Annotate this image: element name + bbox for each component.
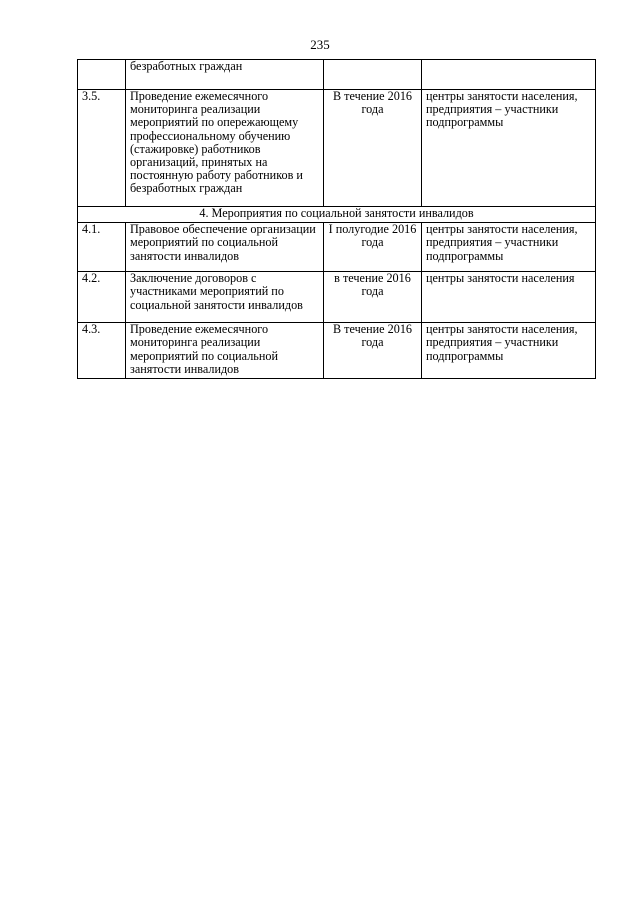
activities-table	[77, 59, 596, 379]
table-row-4-2	[78, 272, 596, 323]
cell-title: Заключение договоров с участниками мероприятий по социальной занятости инвалидов	[126, 272, 324, 323]
cell-number: 4.1.	[78, 223, 126, 272]
cell-title: Правовое обеспечение организации мероприятий по социальной занятости инвалидов	[126, 223, 324, 272]
cell-title: безработных граждан	[126, 60, 324, 90]
section-title: 4. Мероприятия по социальной занятости инвалидов	[78, 207, 596, 223]
table-row-continuation	[78, 60, 596, 90]
cell-executor	[422, 60, 596, 90]
cell-term: В течение 2016 года	[324, 90, 422, 207]
cell-executor: центры занятости населения, предприятия – участники подпрограммы	[422, 323, 596, 379]
cell-number: 3.5.	[78, 90, 126, 207]
cell-executor: центры занятости населения, предприятия – участники подпрограммы	[422, 90, 596, 207]
cell-number	[78, 60, 126, 90]
section-header-row	[78, 207, 596, 223]
cell-term: I полугодие 2016 года	[324, 223, 422, 272]
cell-number: 4.3.	[78, 323, 126, 379]
cell-term: в течение 2016 года	[324, 272, 422, 323]
cell-executor: центры занятости населения, предприятия – участники подпрограммы	[422, 223, 596, 272]
cell-number: 4.2.	[78, 272, 126, 323]
page-number: 235	[310, 37, 330, 52]
cell-term: В течение 2016 года	[324, 323, 422, 379]
table-row-3-5	[78, 90, 596, 207]
table-row-4-1	[78, 223, 596, 272]
cell-title: Проведение ежемесячного мониторинга реализации мероприятий по социальной занятости инвалидов	[126, 323, 324, 379]
table-row-4-3	[78, 323, 596, 379]
cell-term	[324, 60, 422, 90]
cell-executor: центры занятости населения	[422, 272, 596, 323]
cell-title: Проведение ежемесячного мониторинга реализации мероприятий по опережающему профессиональному обучению (стажировке) работников организаций, принятых на постоянную работу работников и безработных граждан	[126, 90, 324, 207]
